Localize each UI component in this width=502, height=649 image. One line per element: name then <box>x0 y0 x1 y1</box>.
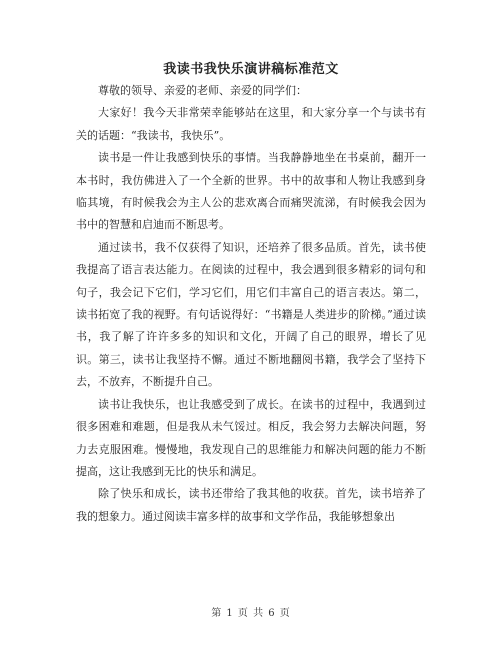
document-body <box>76 80 426 528</box>
greeting-paragraph: 大家好！我今天非常荣幸能够站在这里，和大家分享一个与读书有关的话题：“我读书，我快乐”。 <box>76 106 426 142</box>
body-paragraph: 通过读书，我不仅获得了知识，还培养了很多品质。首先，读书使我提高了语言表达能力。在阅读的过程中，我会遇到很多精彩的词句和句子，我会记下它们，学习它们，用它们丰富自己的语言表达。第二，读书拓宽了我的视野。有句话说得好：“书籍是人类进步的阶梯。”通过读书，我了解了许许多多的知识和文化，开阔了自己的眼界，增长了见识。第三，读书让我坚持不懈。通过不断地翻阅书籍，我学会了坚持下去，不放弃，不断提升自己。 <box>76 240 426 389</box>
salutation-paragraph: 尊敬的领导、亲爱的老师、亲爱的同学们： <box>98 84 307 97</box>
body-paragraph: 读书是一件让我感到快乐的事情。当我静静地坐在书桌前，翻开一本书时，我仿佛进入了一个全新的世界。书中的故事和人物让我感到身临其境，有时候我会为主人公的悲欢离合而痛哭流涕，有时候我会因为书中的智慧和启迪而不断思考。 <box>76 151 426 232</box>
body-paragraph: 读书让我快乐，也让我感受到了成长。在读书的过程中，我遇到过很多困难和难题，但是我从未气馁过。相反，我会努力去解决问题，努力去克服困难。慢慢地，我发现自己的思维能力和解决问题的能力不断提高，这让我感到无比的快乐和满足。 <box>76 397 426 478</box>
document-title: 我读书我快乐演讲稿标准范文 <box>163 62 339 77</box>
body-paragraph: 除了快乐和成长，读书还带给了我其他的收获。首先，读书培养了我的想象力。通过阅读丰富多样的故事和文学作品，我能够想象出 <box>76 487 426 523</box>
page-number-footer: 第 1 页 共 6 页 <box>211 608 291 619</box>
